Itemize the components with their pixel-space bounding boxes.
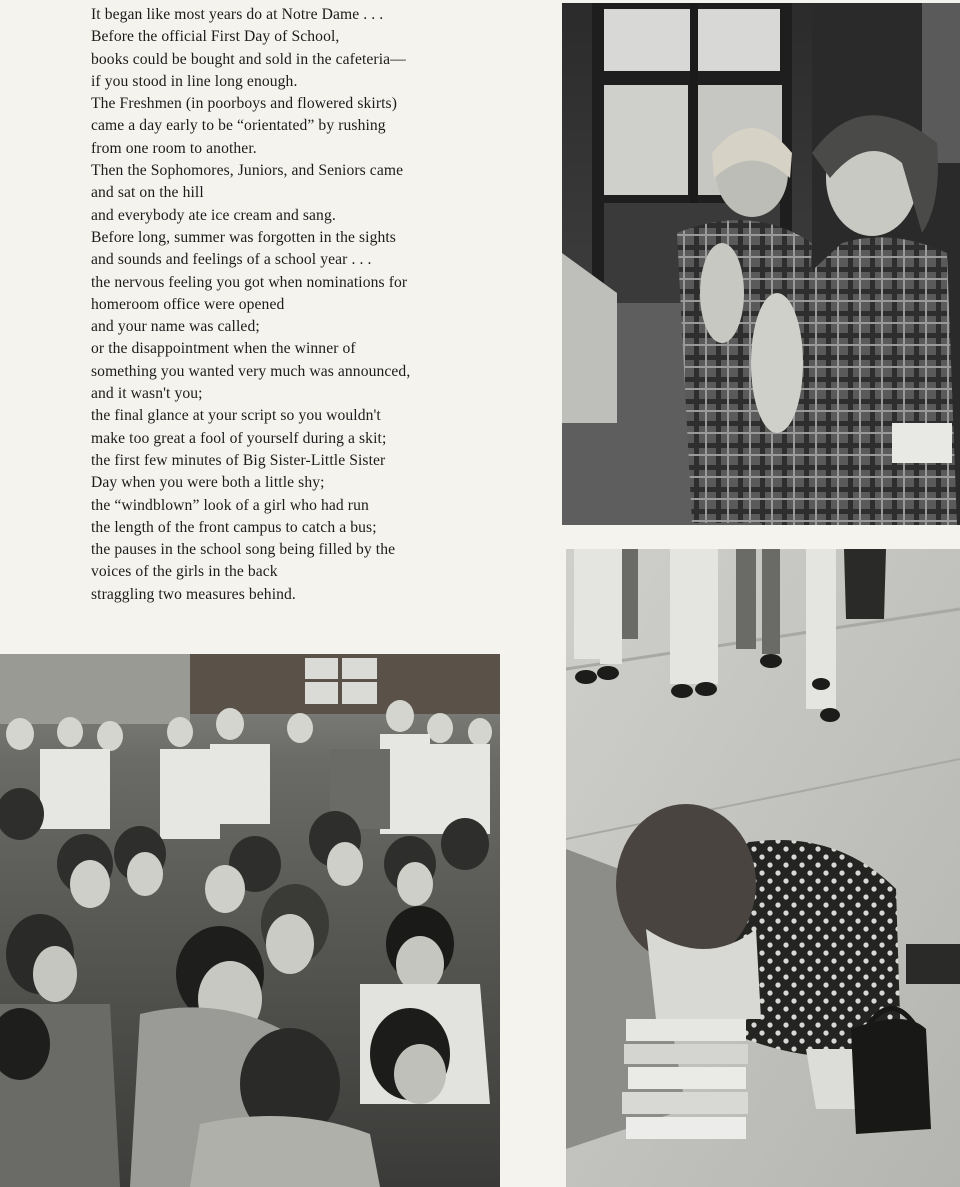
text-line: voices of the girls in the back [91, 563, 278, 581]
text-line: make too great a fool of yourself during a skit; [91, 429, 387, 447]
text-line: and it wasn't you; [91, 385, 203, 403]
text-line: Before the official First Day of School, [91, 28, 340, 46]
photo-crowd-on-hill [0, 654, 500, 1187]
text-line: Then the Sophomores, Juniors, and Seniors came [91, 162, 404, 180]
text-line: the “windblown” look of a girl who had run [91, 496, 369, 514]
text-line: came a day early to be “orientated” by rushing [91, 117, 386, 135]
text-line: the pauses in the school song being filled by the [91, 541, 396, 559]
text-line: straggling two measures behind. [91, 585, 296, 603]
text-line: books could be bought and sold in the cafeteria— [91, 50, 406, 68]
text-line: the first few minutes of Big Sister-Little Sister [91, 451, 386, 469]
body-text [91, 4, 511, 606]
text-line: Before long, summer was forgotten in the sights [91, 228, 396, 246]
text-line: The Freshmen (in poorboys and flowered skirts) [91, 95, 398, 113]
text-line: and sat on the hill [91, 184, 204, 202]
text-line: homeroom office were opened [91, 295, 285, 313]
text-line: if you stood in line long enough. [91, 72, 298, 90]
photo-girls-in-doorway [562, 3, 960, 525]
photo-girl-kneeling-image [566, 549, 960, 1187]
text-line: the length of the front campus to catch a bus; [91, 518, 377, 536]
text-line: or the disappointment when the winner of [91, 340, 356, 358]
text-line: the final glance at your script so you wouldn't [91, 407, 381, 425]
text-line: It began like most years do at Notre Dame . . . [91, 6, 384, 23]
text-line: and your name was called; [91, 318, 260, 336]
photo-girls-in-doorway-image [562, 3, 960, 525]
text-line: Day when you were both a little shy; [91, 474, 325, 492]
text-line: from one room to another. [91, 139, 257, 157]
text-line: and everybody ate ice cream and sang. [91, 206, 336, 224]
photo-girl-kneeling [566, 549, 960, 1187]
text-line: the nervous feeling you got when nominations for [91, 273, 408, 291]
text-line: something you wanted very much was announced, [91, 362, 411, 380]
photo-crowd-on-hill-image [0, 654, 500, 1187]
text-line: and sounds and feelings of a school year . . . [91, 251, 372, 269]
